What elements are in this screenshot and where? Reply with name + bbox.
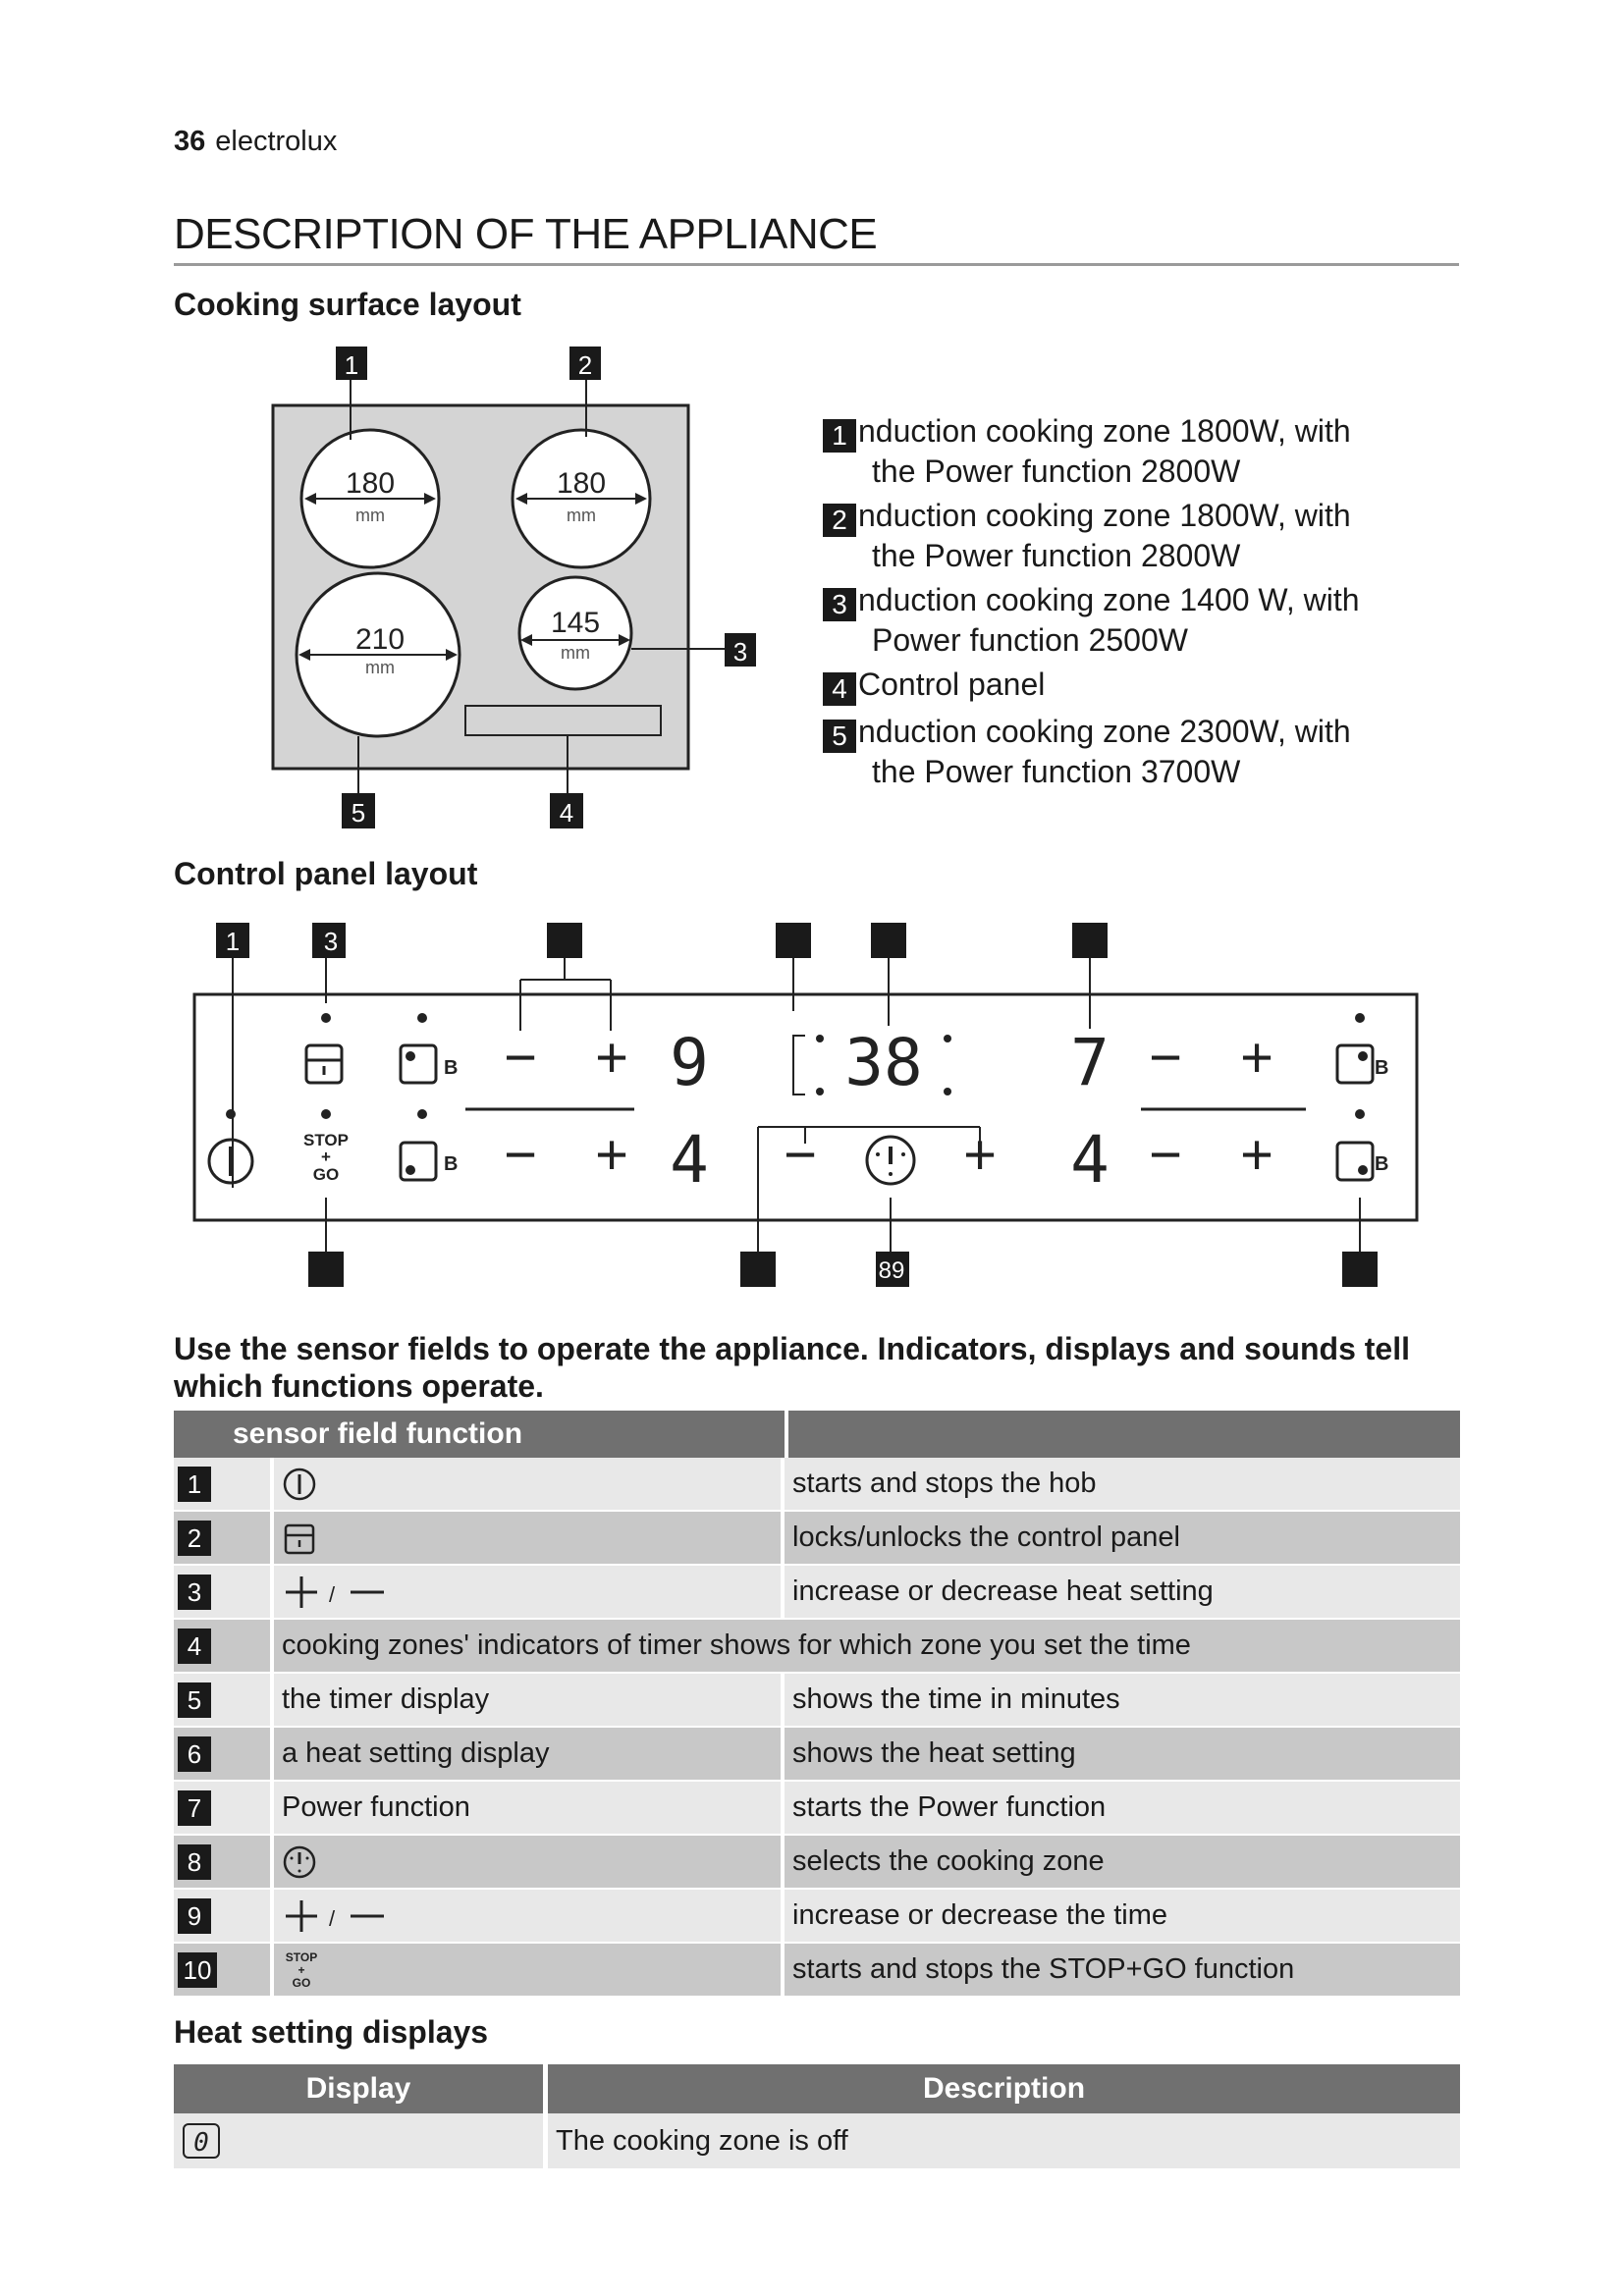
svg-text:B: B bbox=[444, 1057, 459, 1079]
svg-text:1: 1 bbox=[225, 927, 241, 956]
zone-1-size: 180 bbox=[345, 467, 396, 500]
table-row bbox=[174, 2113, 1460, 2168]
table-row bbox=[174, 1728, 1460, 1782]
legend-item bbox=[823, 497, 1451, 574]
svg-text:+: + bbox=[321, 1148, 331, 1166]
svg-text:+: + bbox=[298, 1962, 305, 1977]
timer-icon bbox=[282, 1844, 317, 1880]
plus-minus-icon bbox=[282, 1898, 390, 1934]
heat-display: 4 bbox=[670, 1122, 709, 1198]
cp-callout-blank bbox=[740, 1252, 776, 1287]
heat-display: 7 bbox=[1070, 1025, 1110, 1100]
row-field: cooking zones' indicators of timer shows for which zone you set the time bbox=[274, 1620, 1460, 1674]
row-field: a heat setting display bbox=[274, 1728, 785, 1782]
row-number: 8 bbox=[178, 1844, 211, 1880]
table-row bbox=[174, 1512, 1460, 1566]
table-header-row bbox=[174, 2064, 1460, 2113]
table-row bbox=[174, 1566, 1460, 1620]
heat-display: 9 bbox=[670, 1025, 709, 1100]
sensor-field-table bbox=[174, 1411, 1460, 1998]
plus-button[interactable]: + bbox=[595, 1026, 628, 1090]
col-header-description: Description bbox=[548, 2064, 1460, 2113]
legend-text: nduction cooking zone 1800W, with bbox=[858, 413, 1351, 449]
row-number: 3 bbox=[178, 1575, 211, 1610]
row-function: shows the time in minutes bbox=[785, 1674, 1460, 1728]
row-field: the timer display bbox=[274, 1674, 785, 1728]
legend-item bbox=[823, 666, 1451, 706]
col-header-display: Display bbox=[174, 2064, 548, 2113]
svg-text:B: B bbox=[1375, 1153, 1389, 1175]
plus-button[interactable]: + bbox=[1240, 1123, 1273, 1187]
legend-number: 3 bbox=[823, 588, 856, 621]
stop-go-icon bbox=[282, 1949, 325, 1991]
cp-callout-blank bbox=[547, 923, 582, 958]
legend-text: nduction cooking zone 1800W, with bbox=[858, 498, 1351, 533]
zone-5 bbox=[297, 573, 460, 736]
row-number: 4 bbox=[178, 1629, 211, 1664]
legend-number: 5 bbox=[823, 720, 856, 753]
legend-number: 1 bbox=[823, 419, 856, 453]
heat-displays-heading: Heat setting displays bbox=[174, 2014, 489, 2050]
page-title: DESCRIPTION OF THE APPLIANCE bbox=[174, 210, 878, 258]
page-header bbox=[174, 126, 337, 158]
svg-text:GO: GO bbox=[312, 1165, 340, 1184]
svg-text:89: 89 bbox=[878, 1257, 905, 1284]
row-function: increase or decrease heat setting bbox=[785, 1566, 1460, 1620]
minus-button[interactable]: − bbox=[1149, 1026, 1182, 1090]
legend-item bbox=[823, 581, 1451, 659]
row-number: 6 bbox=[178, 1736, 211, 1772]
row-field: Power function bbox=[274, 1782, 785, 1836]
legend-text-2: the Power function 3700W bbox=[872, 754, 1241, 789]
row-number: 2 bbox=[178, 1521, 211, 1556]
table-row bbox=[174, 1674, 1460, 1728]
display-zero-icon bbox=[182, 2122, 221, 2160]
legend-item bbox=[823, 412, 1451, 490]
table-row bbox=[174, 1836, 1460, 1890]
zone-2-unit: mm bbox=[567, 506, 596, 525]
row-function: starts and stops the hob bbox=[785, 1458, 1460, 1512]
svg-text:0: 0 bbox=[193, 2128, 209, 2158]
row-number: 10 bbox=[178, 1952, 217, 1988]
zone-5-size: 210 bbox=[354, 623, 406, 656]
col-header-sensor: sensor field function bbox=[174, 1411, 785, 1458]
svg-text:2: 2 bbox=[577, 350, 593, 380]
legend-text-2: the Power function 2800W bbox=[872, 454, 1241, 489]
control-strip bbox=[465, 706, 661, 735]
row-function: starts and stops the STOP+GO function bbox=[785, 1944, 1460, 1998]
svg-text:4: 4 bbox=[559, 798, 574, 828]
cooking-surface-diagram bbox=[265, 339, 776, 839]
lock-icon bbox=[282, 1521, 317, 1556]
legend-text: nduction cooking zone 1400 W, with bbox=[858, 582, 1360, 617]
svg-text:B: B bbox=[444, 1153, 459, 1175]
table-row bbox=[174, 1944, 1460, 1998]
legend-text: Control panel bbox=[858, 667, 1046, 702]
cp-callout-blank bbox=[776, 923, 811, 958]
cooking-zone-legend bbox=[823, 412, 1451, 797]
cooking-surface-heading: Cooking surface layout bbox=[174, 287, 521, 322]
minus-button[interactable]: − bbox=[1149, 1123, 1182, 1187]
table-header-row bbox=[174, 1411, 1460, 1458]
table-row bbox=[174, 1890, 1460, 1944]
zone-1 bbox=[301, 430, 439, 567]
svg-text:STOP: STOP bbox=[303, 1131, 349, 1149]
table-row bbox=[174, 1620, 1460, 1674]
svg-text:38: 38 bbox=[844, 1025, 923, 1100]
svg-text:3: 3 bbox=[323, 927, 339, 956]
zone-2 bbox=[513, 430, 650, 567]
row-description: The cooking zone is off bbox=[548, 2113, 1460, 2168]
zone-3 bbox=[519, 577, 631, 689]
svg-text:5: 5 bbox=[351, 798, 366, 828]
legend-number: 4 bbox=[823, 672, 856, 706]
row-number: 5 bbox=[178, 1682, 211, 1718]
cp-callout-blank bbox=[1072, 923, 1108, 958]
svg-text:/: / bbox=[329, 1581, 336, 1607]
heat-display: 4 bbox=[1070, 1122, 1110, 1198]
row-function: selects the cooking zone bbox=[785, 1836, 1460, 1890]
plus-button[interactable]: + bbox=[595, 1123, 628, 1187]
cp-callout-blank bbox=[871, 923, 906, 958]
brand-name: electrolux bbox=[215, 126, 338, 157]
svg-text:3: 3 bbox=[732, 637, 748, 667]
cp-callout-blank bbox=[1342, 1252, 1378, 1287]
svg-text:/: / bbox=[329, 1905, 336, 1931]
legend-item bbox=[823, 713, 1451, 790]
table-row bbox=[174, 1458, 1460, 1512]
row-function: increase or decrease the time bbox=[785, 1890, 1460, 1944]
row-function: shows the heat setting bbox=[785, 1728, 1460, 1782]
minus-button[interactable]: − bbox=[504, 1026, 537, 1090]
row-function: starts the Power function bbox=[785, 1782, 1460, 1836]
zone-3-unit: mm bbox=[561, 643, 590, 663]
legend-number: 2 bbox=[823, 504, 856, 537]
timer-minus-button[interactable]: − bbox=[784, 1123, 817, 1187]
zone-3-size: 145 bbox=[550, 607, 601, 639]
heat-display-table bbox=[174, 2064, 1460, 2168]
row-number: 7 bbox=[178, 1790, 211, 1826]
minus-button[interactable]: − bbox=[504, 1123, 537, 1187]
svg-text:1: 1 bbox=[344, 350, 359, 380]
legend-text-2: Power function 2500W bbox=[872, 622, 1188, 658]
table-row bbox=[174, 1782, 1460, 1836]
row-number: 1 bbox=[178, 1467, 211, 1502]
svg-text:GO: GO bbox=[292, 1975, 311, 1990]
control-panel-heading: Control panel layout bbox=[174, 856, 478, 891]
page-number: 36 bbox=[174, 126, 206, 157]
plus-minus-icon bbox=[282, 1575, 390, 1610]
plus-button[interactable]: + bbox=[1240, 1026, 1273, 1090]
control-panel-diagram bbox=[187, 913, 1434, 1306]
power-icon bbox=[282, 1467, 317, 1502]
row-number: 9 bbox=[178, 1898, 211, 1934]
svg-text:STOP: STOP bbox=[285, 1949, 318, 1964]
zone-5-unit: mm bbox=[365, 658, 395, 677]
timer-plus-button[interactable]: + bbox=[963, 1123, 997, 1187]
sensor-intro: Use the sensor fields to operate the appliance. Indicators, displays and sounds tell which functions operate. bbox=[174, 1331, 1410, 1404]
title-divider bbox=[174, 263, 1459, 266]
row-function: locks/unlocks the control panel bbox=[785, 1512, 1460, 1566]
zone-1-unit: mm bbox=[355, 506, 385, 525]
zone-2-size: 180 bbox=[556, 467, 607, 500]
legend-text: nduction cooking zone 2300W, with bbox=[858, 714, 1351, 749]
legend-text-2: the Power function 2800W bbox=[872, 538, 1241, 573]
col-header-blank bbox=[785, 1411, 1460, 1458]
cp-callout-blank bbox=[308, 1252, 344, 1287]
svg-text:B: B bbox=[1375, 1057, 1389, 1079]
